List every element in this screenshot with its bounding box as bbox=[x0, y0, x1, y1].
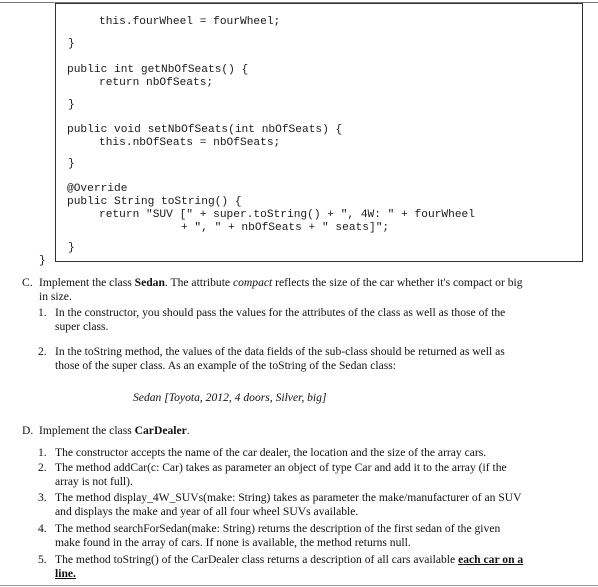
list-item-number: 1. bbox=[38, 306, 47, 319]
list-item-text: those of the super class. As an example of the toString of the Sedan class: bbox=[55, 359, 396, 372]
list-item-number: 5. bbox=[38, 553, 47, 566]
code-line: + ", " + nbOfSeats + " seats]"; bbox=[181, 222, 390, 234]
list-item-number: 3. bbox=[38, 491, 47, 504]
list-item-text: super class. bbox=[55, 320, 109, 333]
section-d-letter: D. bbox=[22, 424, 34, 437]
code-line: } bbox=[68, 242, 75, 254]
code-line: this.nbOfSeats = nbOfSeats; bbox=[99, 137, 281, 149]
list-item-text: The constructor accepts the name of the car dealer, the location and the size of the array cars. bbox=[55, 446, 487, 459]
emphasis-underlined: line. bbox=[55, 567, 76, 580]
code-line: public String toString() { bbox=[67, 196, 242, 208]
list-item-number: 2. bbox=[38, 345, 47, 358]
list-item-text: make found in the array of cars. If none is available, the method returns null. bbox=[55, 536, 411, 549]
list-item-number: 1. bbox=[38, 446, 47, 459]
code-line: public int getNbOfSeats() { bbox=[67, 64, 249, 76]
code-line: public void setNbOfSeats(int nbOfSeats) { bbox=[67, 124, 343, 136]
list-item-text: The method searchForSedan(make: String) returns the description of the first sedan of the given bbox=[55, 522, 501, 535]
bottom-rule bbox=[0, 585, 598, 586]
list-item-text: The method display_4W_SUVs(make: String) takes as parameter the make/manufacturer of an SUV bbox=[55, 491, 522, 504]
section-d-intro-pre: Implement the class bbox=[39, 424, 135, 437]
emphasis-underlined: each car on a bbox=[458, 553, 524, 566]
list-item-text: In the toString method, the values of the data fields of the sub-class should be returned as well as bbox=[55, 345, 505, 358]
section-c-intro-mid: . The attribute bbox=[164, 276, 233, 289]
list-item-number: 2. bbox=[38, 461, 47, 474]
list-item-text: In the constructor, you should pass the values for the attributes of the class as well as those of the bbox=[55, 306, 506, 319]
code-line: this.fourWheel = fourWheel; bbox=[99, 16, 281, 28]
code-line: } bbox=[39, 255, 46, 267]
list-item-text-plain: The method toString() of the CarDealer class returns a description of all cars available bbox=[55, 553, 459, 566]
tostring-example: Sedan [Toyota, 2012, 4 doors, Silver, big] bbox=[133, 391, 327, 404]
section-c-intro-line2: in size. bbox=[39, 290, 72, 303]
code-line: } bbox=[68, 99, 75, 111]
list-item-text: The method addCar(c: Car) takes as parameter an object of type Car and add it to the array (if the bbox=[55, 461, 507, 474]
class-name-sedan: Sedan bbox=[134, 276, 165, 289]
code-line: } bbox=[68, 38, 75, 50]
code-line: } bbox=[68, 158, 75, 170]
section-c-intro-pre: Implement the class bbox=[39, 276, 135, 289]
section-d-intro bbox=[39, 424, 190, 438]
list-item-number: 4. bbox=[38, 522, 47, 535]
section-c-intro-post: reflects the size of the car whether it's compact or big bbox=[272, 276, 523, 289]
section-c-letter: C. bbox=[22, 276, 33, 289]
list-item-text: and displays the make and year of all four wheel SUVs available. bbox=[55, 505, 359, 518]
list-item-text: array is not full). bbox=[55, 475, 133, 488]
code-line: @Override bbox=[67, 183, 128, 195]
code-line: return "SUV [" + super.toString() + ", 4W: " + fourWheel bbox=[99, 209, 475, 221]
section-d-intro-post: . bbox=[186, 424, 190, 437]
list-item-text bbox=[55, 553, 523, 567]
code-line: return nbOfSeats; bbox=[99, 77, 214, 89]
class-name-cardealer: CarDealer bbox=[134, 424, 187, 437]
list-item-text bbox=[55, 567, 76, 581]
attribute-compact: compact bbox=[232, 276, 273, 289]
section-c-intro bbox=[39, 276, 523, 290]
